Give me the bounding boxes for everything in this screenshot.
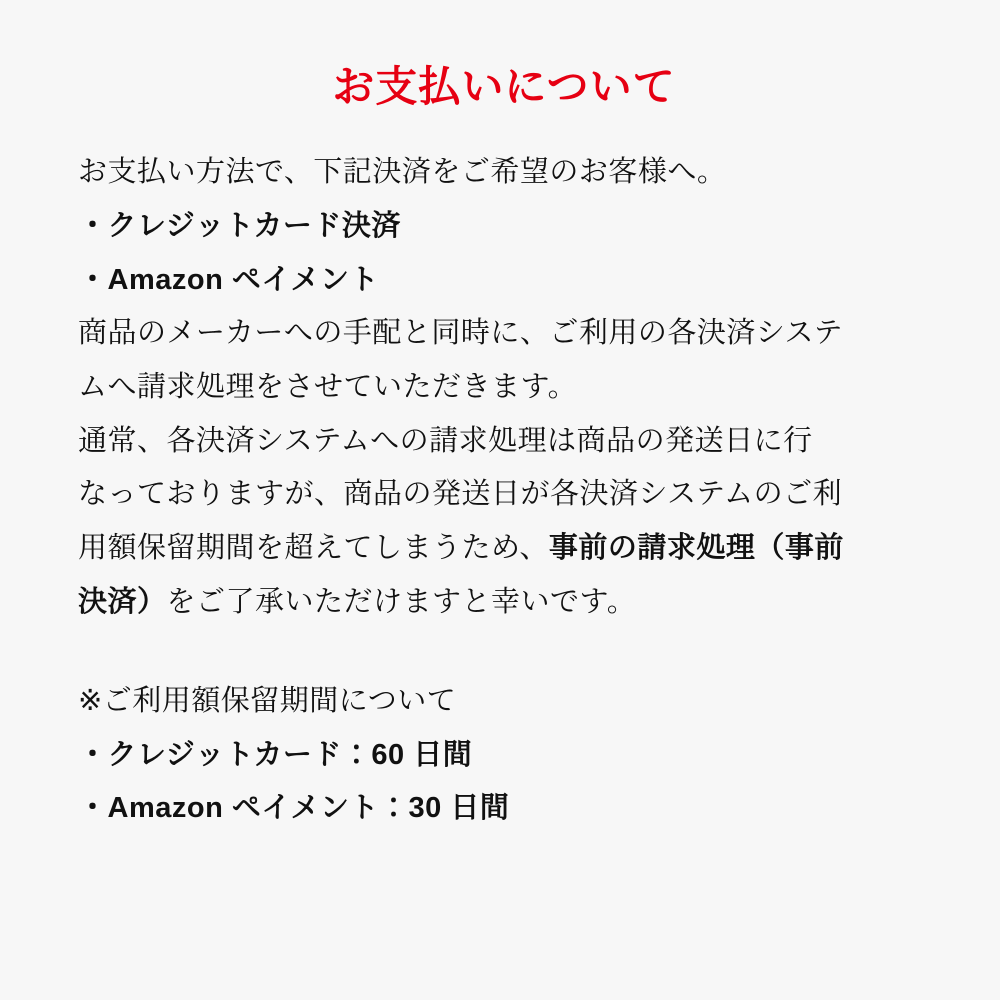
hold-period-note-block: [78, 675, 930, 836]
payment-method-credit-card: ・クレジットカード決済: [78, 210, 401, 243]
paragraph2-line2: なっておりますが、商品の発送日が各決済システムのご利: [78, 478, 843, 511]
intro-line: お支払い方法で、下記決済をご希望のお客様へ。: [78, 156, 727, 189]
payment-method-amazon-payment: ・Amazon ペイメント: [78, 263, 380, 296]
paragraph2-line3-emphasis: 事前の請求処理（事前: [548, 531, 844, 564]
note-heading: ※ご利用額保留期間について: [78, 685, 457, 718]
note-item-credit-card: ・クレジットカード：60 日間: [78, 738, 473, 771]
section-spacer: [78, 629, 930, 675]
note-item-amazon-payment: ・Amazon ペイメント：30 日間: [78, 792, 510, 825]
paragraph1-line2: ムへ請求処理をさせていただきます。: [78, 370, 578, 403]
payment-description-block: [78, 146, 930, 629]
paragraph2-line4: [78, 576, 930, 630]
paragraph2-line4-normal: をご了承いただけますと幸いです。: [166, 585, 637, 618]
paragraph2-line1: 通常、各決済システムへの請求処理は商品の発送日に行: [78, 424, 813, 457]
paragraph2-line3: [78, 522, 930, 576]
paragraph2-line4-emphasis: 決済）: [78, 585, 167, 618]
paragraph1-line1: 商品のメーカーへの手配と同時に、ご利用の各決済システ: [78, 317, 843, 350]
page-title: お支払いについて: [332, 63, 676, 110]
paragraph2-line3-normal: 用額保留期間を超えてしまうため、: [78, 531, 549, 564]
